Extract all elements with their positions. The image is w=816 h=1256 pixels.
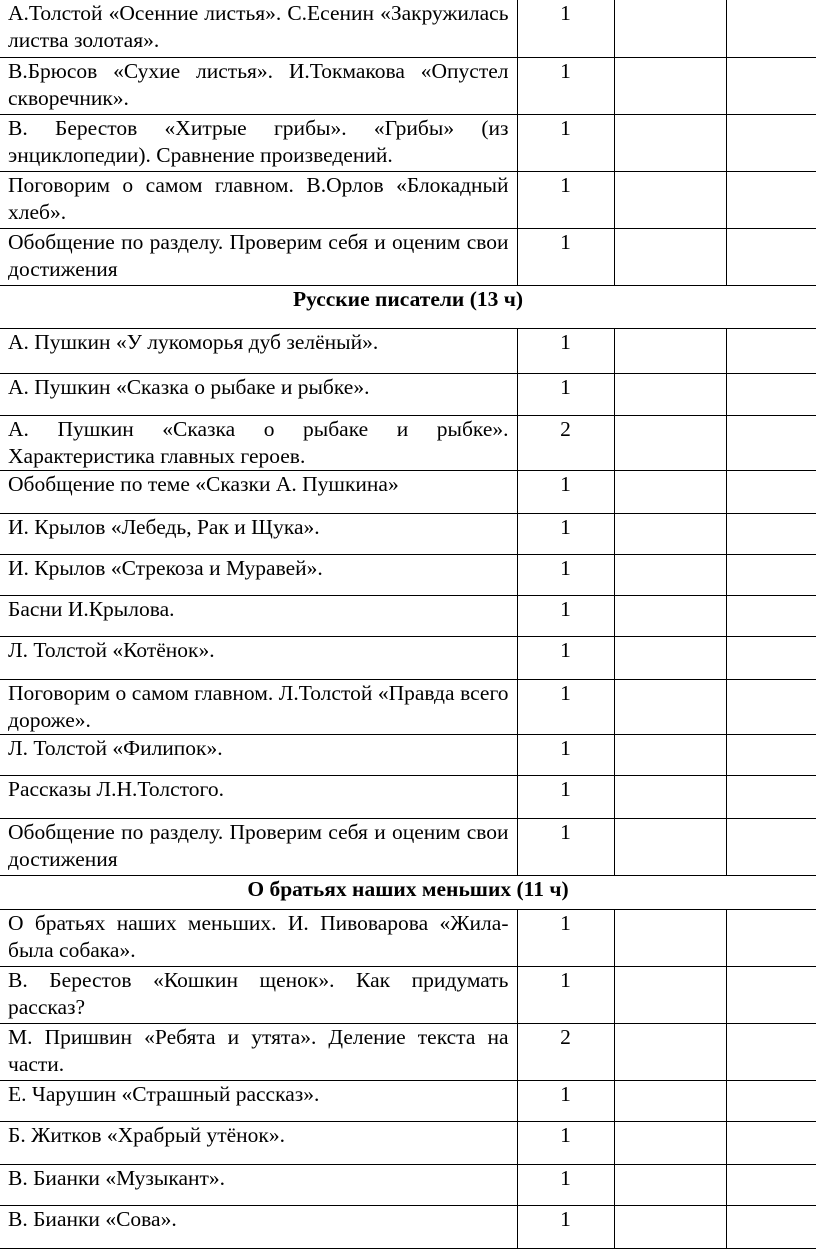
lesson-hours: 1 bbox=[517, 171, 614, 228]
lesson-title: И. Крылов «Стрекоза и Муравей». bbox=[0, 554, 517, 595]
table-row bbox=[0, 554, 816, 595]
lesson-title: Л. Толстой «Филипок». bbox=[0, 734, 517, 775]
actual-date-cell bbox=[726, 513, 816, 554]
planned-date-cell bbox=[614, 734, 726, 775]
actual-date-cell bbox=[726, 0, 816, 57]
lesson-title: Л. Толстой «Котёнок». bbox=[0, 636, 517, 679]
table-row bbox=[0, 1164, 816, 1205]
lesson-title: А. Пушкин «Сказка о рыбаке и рыбке». Характеристика главных героев. bbox=[0, 415, 517, 470]
lesson-hours: 1 bbox=[517, 679, 614, 734]
planned-date-cell bbox=[614, 1080, 726, 1121]
planned-date-cell bbox=[614, 909, 726, 966]
lesson-title: А. Пушкин «Сказка о рыбаке и рыбке». bbox=[0, 373, 517, 415]
lesson-title: В. Берестов «Хитрые грибы». «Грибы» (из энциклопедии). Сравнение произведений. bbox=[0, 114, 517, 171]
actual-date-cell bbox=[726, 415, 816, 470]
lesson-title: Басни И.Крылова. bbox=[0, 595, 517, 636]
lesson-title: А.Толстой «Осенние листья». С.Есенин «Закружилась листва золотая». bbox=[0, 0, 517, 57]
table-row bbox=[0, 818, 816, 875]
actual-date-cell bbox=[726, 966, 816, 1023]
actual-date-cell bbox=[726, 734, 816, 775]
lesson-title: И. Крылов «Лебедь, Рак и Щука». bbox=[0, 513, 517, 554]
actual-date-cell bbox=[726, 679, 816, 734]
table-row bbox=[0, 373, 816, 415]
section-heading-row bbox=[0, 875, 816, 909]
table-row bbox=[0, 0, 816, 57]
planned-date-cell bbox=[614, 595, 726, 636]
lesson-hours: 1 bbox=[517, 636, 614, 679]
actual-date-cell bbox=[726, 171, 816, 228]
lesson-hours: 1 bbox=[517, 554, 614, 595]
planned-date-cell bbox=[614, 636, 726, 679]
planned-date-cell bbox=[614, 513, 726, 554]
lesson-title: А. Пушкин «У лукоморья дуб зелёный». bbox=[0, 328, 517, 373]
planned-date-cell bbox=[614, 1023, 726, 1080]
actual-date-cell bbox=[726, 1023, 816, 1080]
lesson-hours: 1 bbox=[517, 966, 614, 1023]
lesson-hours: 1 bbox=[517, 775, 614, 818]
lesson-hours: 1 bbox=[517, 595, 614, 636]
table-row bbox=[0, 1023, 816, 1080]
actual-date-cell bbox=[726, 595, 816, 636]
planned-date-cell bbox=[614, 228, 726, 285]
planned-date-cell bbox=[614, 470, 726, 513]
actual-date-cell bbox=[726, 1121, 816, 1164]
actual-date-cell bbox=[726, 228, 816, 285]
actual-date-cell bbox=[726, 636, 816, 679]
actual-date-cell bbox=[726, 554, 816, 595]
lesson-hours: 1 bbox=[517, 0, 614, 57]
table-row bbox=[0, 1205, 816, 1248]
actual-date-cell bbox=[726, 1164, 816, 1205]
lesson-title: В. Берестов «Кошкин щенок». Как придумать рассказ? bbox=[0, 966, 517, 1023]
lesson-title: О братьях наших меньших. И. Пивоварова «Жила-была собака». bbox=[0, 909, 517, 966]
planned-date-cell bbox=[614, 415, 726, 470]
lesson-hours: 1 bbox=[517, 1121, 614, 1164]
table-row bbox=[0, 114, 816, 171]
table-row bbox=[0, 415, 816, 470]
lesson-hours: 1 bbox=[517, 470, 614, 513]
lesson-hours: 1 bbox=[517, 373, 614, 415]
lesson-hours: 1 bbox=[517, 909, 614, 966]
planned-date-cell bbox=[614, 554, 726, 595]
lesson-hours: 1 bbox=[517, 818, 614, 875]
lesson-title: М. Пришвин «Ребята и утята». Деление текста на части. bbox=[0, 1023, 517, 1080]
lesson-hours: 1 bbox=[517, 228, 614, 285]
table-row bbox=[0, 595, 816, 636]
table-row bbox=[0, 775, 816, 818]
lesson-title: Е. Чарушин «Страшный рассказ». bbox=[0, 1080, 517, 1121]
table-row bbox=[0, 470, 816, 513]
table-row bbox=[0, 734, 816, 775]
planned-date-cell bbox=[614, 171, 726, 228]
table-row bbox=[0, 57, 816, 114]
section-heading-row bbox=[0, 285, 816, 328]
planned-date-cell bbox=[614, 1164, 726, 1205]
lesson-hours: 1 bbox=[517, 1164, 614, 1205]
planned-date-cell bbox=[614, 114, 726, 171]
lesson-hours: 1 bbox=[517, 1205, 614, 1248]
lesson-hours: 1 bbox=[517, 1080, 614, 1121]
planned-date-cell bbox=[614, 966, 726, 1023]
actual-date-cell bbox=[726, 57, 816, 114]
planned-date-cell bbox=[614, 818, 726, 875]
lesson-hours: 1 bbox=[517, 734, 614, 775]
actual-date-cell bbox=[726, 909, 816, 966]
planned-date-cell bbox=[614, 1121, 726, 1164]
table-row bbox=[0, 1080, 816, 1121]
lesson-title: В. Бианки «Музыкант». bbox=[0, 1164, 517, 1205]
lesson-title: Обобщение по теме «Сказки А. Пушкина» bbox=[0, 470, 517, 513]
table-row bbox=[0, 228, 816, 285]
lesson-hours: 1 bbox=[517, 328, 614, 373]
actual-date-cell bbox=[726, 373, 816, 415]
actual-date-cell bbox=[726, 470, 816, 513]
lesson-title: Рассказы Л.Н.Толстого. bbox=[0, 775, 517, 818]
planned-date-cell bbox=[614, 0, 726, 57]
section-heading: Русские писатели (13 ч) bbox=[0, 285, 816, 328]
actual-date-cell bbox=[726, 114, 816, 171]
lesson-title: В.Брюсов «Сухие листья». И.Токмакова «Опустел скворечник». bbox=[0, 57, 517, 114]
table-row bbox=[0, 679, 816, 734]
lesson-hours: 2 bbox=[517, 415, 614, 470]
table-row bbox=[0, 636, 816, 679]
table-row bbox=[0, 171, 816, 228]
lesson-hours: 2 bbox=[517, 1023, 614, 1080]
lesson-title: Поговорим о самом главном. Л.Толстой «Правда всего дороже». bbox=[0, 679, 517, 734]
planned-date-cell bbox=[614, 1205, 726, 1248]
planned-date-cell bbox=[614, 679, 726, 734]
lesson-hours: 1 bbox=[517, 513, 614, 554]
planned-date-cell bbox=[614, 328, 726, 373]
lesson-title: Поговорим о самом главном. В.Орлов «Блокадный хлеб». bbox=[0, 171, 517, 228]
table-row bbox=[0, 328, 816, 373]
section-heading: О братьях наших меньших (11 ч) bbox=[0, 875, 816, 909]
lesson-title: Обобщение по разделу. Проверим себя и оценим свои достижения bbox=[0, 818, 517, 875]
actual-date-cell bbox=[726, 328, 816, 373]
lesson-hours: 1 bbox=[517, 57, 614, 114]
actual-date-cell bbox=[726, 1205, 816, 1248]
planned-date-cell bbox=[614, 373, 726, 415]
table-row bbox=[0, 966, 816, 1023]
table-row bbox=[0, 1121, 816, 1164]
table-row bbox=[0, 513, 816, 554]
lesson-title: В. Бианки «Сова». bbox=[0, 1205, 517, 1248]
table-row bbox=[0, 909, 816, 966]
lesson-title: Б. Житков «Храбрый утёнок». bbox=[0, 1121, 517, 1164]
planned-date-cell bbox=[614, 775, 726, 818]
planned-date-cell bbox=[614, 57, 726, 114]
actual-date-cell bbox=[726, 818, 816, 875]
actual-date-cell bbox=[726, 1080, 816, 1121]
lesson-title: Обобщение по разделу. Проверим себя и оценим свои достижения bbox=[0, 228, 517, 285]
lesson-hours: 1 bbox=[517, 114, 614, 171]
actual-date-cell bbox=[726, 775, 816, 818]
